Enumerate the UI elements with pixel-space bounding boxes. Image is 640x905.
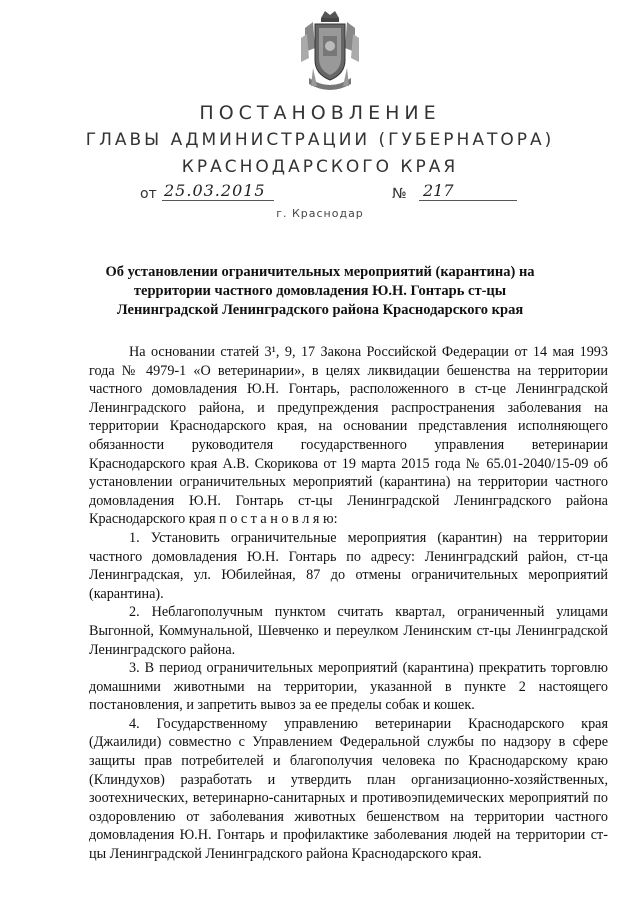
item-paragraph: 4. Государственному управлению ветеринарии Краснодарского края (Джаилиди) совместно с Управлением Федеральной службы по надзору в сфере защиты прав потребителей и благополучия человека по Краснодарскому краю (Клиндухов) разработать и утвердить план организационно-хозяйственных, зоотехнических, ветеринарно-санитарных и противоэпидемических мероприятий по оздоровлению от заболевания животных бешенством на территории частного домовладения Ю.Н. Гонтарь и профилактике заболевания людей на территории ст-цы Ленинградской Ленинградского района Краснодарского края. (89, 715, 608, 863)
document-title: Об установлении ограничительных мероприятий (карантина) на территории частного домовладения Ю.Н. Гонтарь ст-цы Ленинградской Ленинградского района Краснодарского края (105, 264, 535, 318)
document-body (89, 343, 608, 864)
number-prefix: № (392, 186, 407, 202)
date-prefix: от (140, 186, 157, 202)
item-paragraph: 3. В период ограничительных мероприятий (карантина) прекратить торговлю домашними животными на территории, указанной в пункте 2 настоящего постановления, и запретить вывоз за ее пределы собак и кошек. (89, 660, 608, 714)
coat-of-arms-emblem (299, 8, 361, 96)
document-date: 25.03.2015 (162, 181, 274, 201)
document-number: 217 (419, 181, 517, 201)
document-type-heading: ПОСТАНОВЛЕНИЕ (199, 102, 441, 124)
preamble-paragraph: На основании статей 3¹, 9, 17 Закона Российской Федерации от 14 мая 1993 года № 4979-1 «О ветеринарии», в целях ликвидации бешенства на территории частного домовладения Ю.Н. Гонтарь, расположенного в ст-це Ленинградской Ленинградского района, и предупреждения распространения заболевания на территории Краснодарского края, на основании представления исполняющего обязанности руководителя государственного управления ветеринарии Краснодарского края А.В. Скорикова от 19 марта 2015 года № 65.01-2040/15-09 об установлении ограничительных мероприятий (карантина) на территории частного домовладения Ю.Н. Гонтарь ст-цы Ленинградской Ленинградского района Краснодарского края п о с т а н о в л я ю: (89, 344, 608, 528)
item-paragraph: 2. Неблагополучным пунктом считать квартал, ограниченный улицами Выгонной, Коммунальной, Шевченко и переулком Ленинским ст-цы Ленинградской Ленинградского района. (89, 604, 608, 658)
item-paragraph: 1. Установить ограничительные мероприятия (карантин) на территории частного домовладения Ю.Н. Гонтарь по адресу: Ленинградский район, ст-ца Ленинградская, ул. Юбилейная, 87 до отмены ограничительных мероприятий (карантина). (89, 529, 608, 602)
region-heading: КРАСНОДАРСКОГО КРАЯ (181, 157, 459, 177)
issuing-authority-heading: ГЛАВЫ АДМИНИСТРАЦИИ (ГУБЕРНАТОРА) (85, 130, 555, 150)
city-label: г. Краснодар (276, 207, 364, 220)
